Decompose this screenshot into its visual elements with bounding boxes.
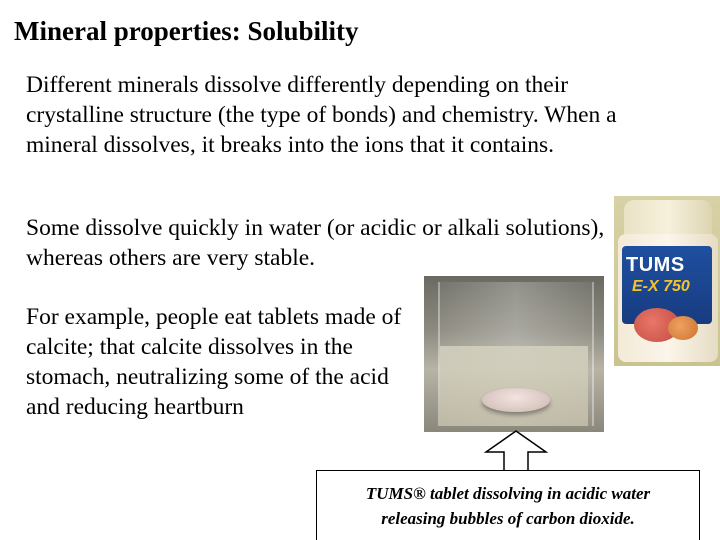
dissolving-tablet [482, 388, 550, 412]
beaker-photo [424, 276, 604, 432]
paragraph-dissolve-rate: Some dissolve quickly in water (or acidic or alkali solutions), whereas others are very stable. [26, 215, 605, 271]
bottle-variant-text: E-X 750 [632, 278, 690, 295]
fruit-graphic [668, 316, 698, 340]
caption-box [316, 470, 700, 540]
caption-line-2: releasing bubbles of carbon dioxide. [381, 509, 635, 528]
paragraph-example: For example, people eat tablets made of calcite; that calcite dissolves in the stomach, neutralizing some of the acid and reducing heartburn [26, 304, 402, 420]
tums-bottle-image [614, 196, 720, 366]
slide-title: Mineral properties: Solubility [14, 16, 359, 46]
caption-line-1: TUMS® tablet dissolving in acidic water [365, 484, 651, 503]
bottle-cap [624, 200, 712, 238]
paragraph-intro: Different minerals dissolve differently depending on their crystalline structure (the type of bonds) and chemistry. When a mineral dissolves, it breaks into the ions that it contains. [26, 72, 617, 158]
bottle-brand-text: TUMS [626, 254, 685, 276]
caption-text [317, 481, 699, 531]
beaker-liquid [440, 346, 588, 426]
up-arrow-icon [484, 430, 548, 472]
